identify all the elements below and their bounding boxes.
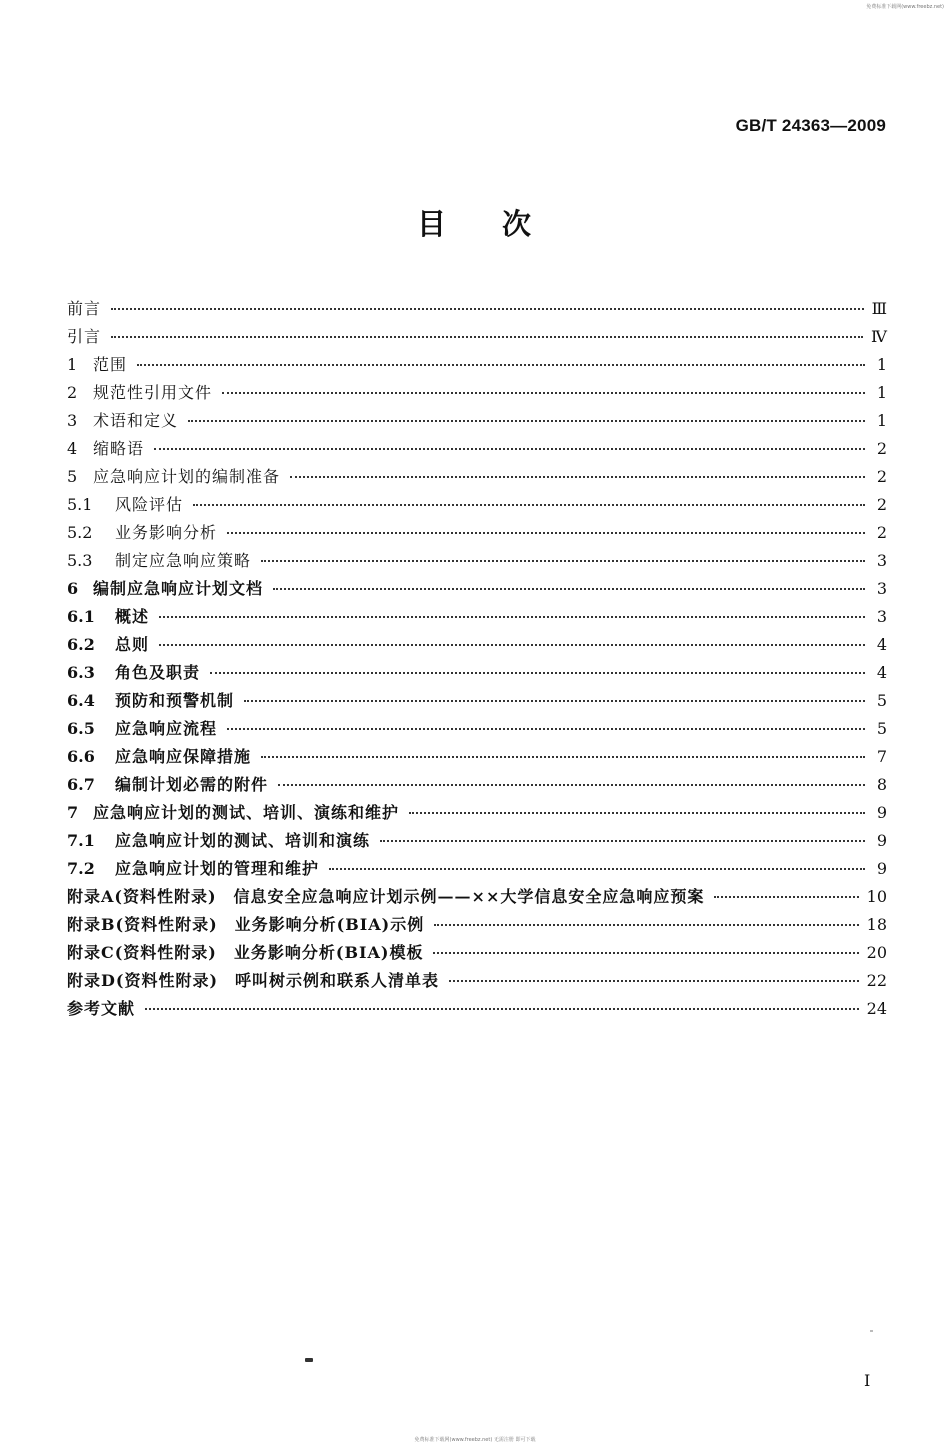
- toc-leader-dots: [380, 840, 865, 842]
- toc-entry-number: 5.2: [67, 523, 93, 542]
- toc-entry-title: 应急响应计划的测试、培训和演练: [115, 831, 371, 850]
- toc-leader-dots: [111, 308, 864, 310]
- toc-entry[interactable]: [67, 631, 887, 659]
- toc-entry-page: 4: [876, 663, 887, 682]
- toc-entry-title: 参考文献: [67, 999, 136, 1018]
- toc-entry-title: 总则: [115, 635, 150, 654]
- source-watermark-bottom: 免费标准下载网(www.freebz.net) 无需注册 即可下载: [414, 1437, 536, 1443]
- toc-leader-dots: [244, 700, 865, 702]
- toc-entry-page: 2: [876, 495, 887, 514]
- toc-entry-title: 附录D(资料性附录) 呼叫树示例和联系人清单表: [67, 971, 440, 990]
- toc-entry[interactable]: [67, 911, 887, 939]
- toc-entry-title: 前言: [67, 299, 102, 318]
- toc-entry-page: 10: [866, 887, 887, 906]
- toc-leader-dots: [329, 868, 865, 870]
- toc-leader-dots: [261, 756, 865, 758]
- toc-entry-title: 引言: [67, 327, 102, 346]
- toc-leader-dots: [159, 644, 865, 646]
- toc-entry[interactable]: [67, 323, 887, 351]
- toc-leader-dots: [227, 532, 865, 534]
- toc-entry-page: 5: [876, 691, 887, 710]
- toc-entry-title: 应急响应计划的管理和维护: [115, 859, 320, 878]
- toc-entry-title: 风险评估: [115, 495, 184, 514]
- table-of-contents: [67, 295, 887, 1023]
- toc-entry-page: 1: [876, 383, 887, 402]
- toc-entry-page: 9: [876, 803, 887, 822]
- toc-leader-dots: [227, 728, 865, 730]
- toc-leader-dots: [188, 420, 865, 422]
- toc-entry-title: 术语和定义: [93, 411, 179, 430]
- toc-leader-dots: [273, 588, 865, 590]
- toc-leader-dots: [193, 504, 865, 506]
- toc-entry-number: 5.3: [67, 551, 93, 570]
- toc-entry-page: 9: [876, 831, 887, 850]
- toc-entry[interactable]: [67, 715, 887, 743]
- toc-entry[interactable]: [67, 659, 887, 687]
- toc-entry[interactable]: [67, 435, 887, 463]
- toc-entry-title: 业务影响分析: [115, 523, 218, 542]
- toc-entry-title: 应急响应流程: [115, 719, 218, 738]
- toc-entry-title: 应急响应保障措施: [115, 747, 252, 766]
- toc-entry-title: 应急响应计划的编制准备: [93, 467, 281, 486]
- toc-entry-page: 2: [876, 467, 887, 486]
- toc-leader-dots: [434, 924, 858, 926]
- toc-entry[interactable]: [67, 967, 887, 995]
- toc-entry[interactable]: [67, 491, 887, 519]
- page-title: [0, 202, 950, 243]
- toc-entry-page: 20: [866, 943, 887, 962]
- toc-entry[interactable]: [67, 827, 887, 855]
- toc-leader-dots: [145, 1008, 859, 1010]
- toc-entry-number: 7.1: [67, 831, 95, 850]
- toc-entry[interactable]: [67, 883, 887, 911]
- toc-entry[interactable]: [67, 687, 887, 715]
- toc-entry-title: 编制计划必需的附件: [115, 775, 269, 794]
- toc-entry-title: 应急响应计划的测试、培训、演练和维护: [93, 803, 400, 822]
- toc-entry-number: 6.7: [67, 775, 95, 794]
- toc-entry-page: Ⅲ: [871, 299, 887, 318]
- toc-entry[interactable]: [67, 575, 887, 603]
- toc-entry[interactable]: [67, 351, 887, 379]
- toc-entry-number: 2: [67, 383, 78, 402]
- toc-entry-page: 1: [876, 411, 887, 430]
- title-char-2: 次: [502, 207, 534, 241]
- page-number: I: [864, 1371, 871, 1390]
- toc-entry-page: Ⅳ: [871, 327, 887, 346]
- toc-entry-number: 6.4: [67, 691, 95, 710]
- toc-entry-number: 6.2: [67, 635, 95, 654]
- toc-entry-page: 4: [876, 635, 887, 654]
- scan-artifact-mark: [305, 1358, 313, 1362]
- toc-entry-title: 预防和预警机制: [115, 691, 235, 710]
- toc-leader-dots: [210, 672, 865, 674]
- toc-leader-dots: [137, 364, 865, 366]
- toc-leader-dots: [449, 980, 859, 982]
- toc-entry-number: 4: [67, 439, 78, 458]
- toc-leader-dots: [261, 560, 865, 562]
- toc-entry-page: 1: [876, 355, 887, 374]
- toc-entry-number: 1: [67, 355, 78, 374]
- toc-entry-number: 7: [67, 803, 79, 822]
- toc-entry[interactable]: [67, 855, 887, 883]
- toc-leader-dots: [278, 784, 865, 786]
- source-watermark-top: 免费标准下载网(www.freebz.net): [866, 4, 944, 10]
- toc-entry-title: 附录B(资料性附录) 业务影响分析(BIA)示例: [67, 915, 425, 934]
- toc-entry-title: 制定应急响应策略: [115, 551, 252, 570]
- toc-leader-dots: [290, 476, 865, 478]
- toc-entry-title: 缩略语: [93, 439, 145, 458]
- toc-leader-dots: [159, 616, 865, 618]
- scan-artifact: [870, 1330, 873, 1332]
- toc-entry-title: 概述: [115, 607, 150, 626]
- toc-entry-page: 5: [876, 719, 887, 738]
- toc-entry-page: 2: [876, 523, 887, 542]
- toc-leader-dots: [154, 448, 865, 450]
- toc-entry[interactable]: [67, 799, 887, 827]
- toc-entry[interactable]: [67, 379, 887, 407]
- toc-leader-dots: [409, 812, 865, 814]
- toc-entry-number: 6: [67, 579, 79, 598]
- toc-entry-title: 范围: [93, 355, 128, 374]
- title-char-1: 目: [416, 207, 448, 241]
- toc-leader-dots: [111, 336, 863, 338]
- toc-leader-dots: [222, 392, 865, 394]
- toc-entry-number: 7.2: [67, 859, 95, 878]
- toc-entry-title: 附录C(资料性附录) 业务影响分析(BIA)模板: [67, 943, 424, 962]
- toc-entry-page: 24: [866, 999, 887, 1018]
- toc-leader-dots: [433, 952, 858, 954]
- toc-entry[interactable]: [67, 743, 887, 771]
- toc-entry-page: 7: [876, 747, 887, 766]
- toc-entry[interactable]: [67, 939, 887, 967]
- toc-entry-page: 9: [876, 859, 887, 878]
- toc-entry[interactable]: [67, 519, 887, 547]
- toc-entry-title: 编制应急响应计划文档: [93, 579, 264, 598]
- toc-entry[interactable]: [67, 463, 887, 491]
- toc-leader-dots: [714, 896, 858, 898]
- toc-entry[interactable]: [67, 603, 887, 631]
- toc-entry-number: 6.6: [67, 747, 95, 766]
- toc-entry-title: 附录A(资料性附录) 信息安全应急响应计划示例——××大学信息安全应急响应预案: [67, 887, 705, 906]
- toc-entry-page: 3: [876, 551, 887, 570]
- toc-entry-number: 5.1: [67, 495, 93, 514]
- toc-entry-page: 3: [876, 579, 887, 598]
- toc-entry[interactable]: [67, 407, 887, 435]
- toc-entry[interactable]: [67, 995, 887, 1023]
- toc-entry-number: 6.5: [67, 719, 95, 738]
- standard-code: GB/T 24363—2009: [735, 116, 886, 135]
- toc-entry-page: 2: [876, 439, 887, 458]
- toc-entry-page: 3: [876, 607, 887, 626]
- toc-entry-number: 6.3: [67, 663, 95, 682]
- toc-entry[interactable]: [67, 547, 887, 575]
- toc-entry[interactable]: [67, 771, 887, 799]
- toc-entry-title: 规范性引用文件: [93, 383, 213, 402]
- toc-entry-number: 5: [67, 467, 78, 486]
- toc-entry-number: 3: [67, 411, 78, 430]
- toc-entry-title: 角色及职责: [115, 663, 201, 682]
- toc-entry-page: 22: [866, 971, 887, 990]
- toc-entry[interactable]: [67, 295, 887, 323]
- toc-entry-page: 18: [866, 915, 887, 934]
- toc-entry-page: 8: [876, 775, 887, 794]
- toc-entry-number: 6.1: [67, 607, 95, 626]
